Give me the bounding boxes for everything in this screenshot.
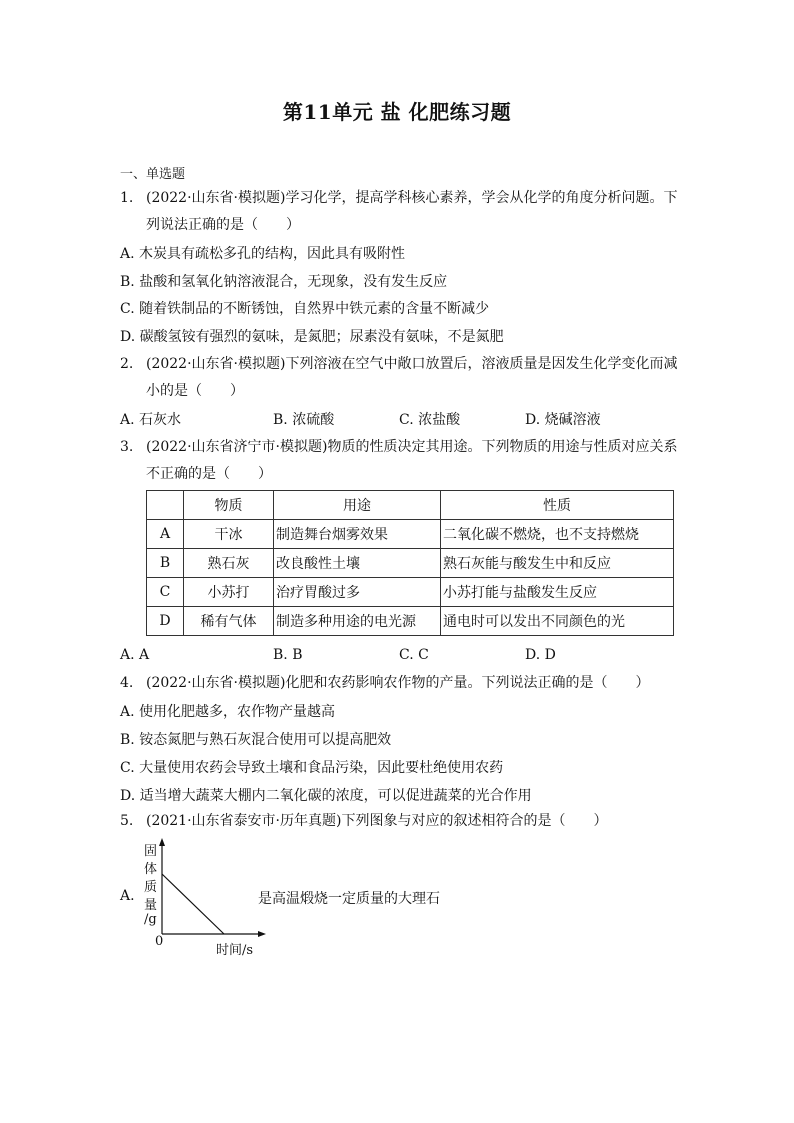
table-header-cell: 用途 [274, 491, 441, 520]
question-stem-line-1: (2022·山东省·模拟题)化肥和农药影响农作物的产量。下列说法正确的是（ ） [146, 675, 650, 691]
question-number: 3. [120, 439, 134, 455]
option-a: A. 石灰水 [120, 412, 182, 428]
table-cell: 通电时可以发出不同颜色的光 [441, 607, 674, 636]
option-c: C. 大量使用农药会导致土壤和食品污染，因此要杜绝使用农药 [120, 760, 504, 776]
question-number: 2. [120, 356, 134, 372]
table-cell: 改良酸性土壤 [274, 549, 441, 578]
option-b: B. B [273, 647, 303, 663]
table-cell: 干冰 [184, 520, 274, 549]
graph-origin-label: 0 [155, 934, 164, 949]
question-number: 1. [120, 190, 134, 206]
option-a: A. A [120, 647, 150, 663]
table-cell: B [147, 549, 184, 578]
property-table [146, 490, 674, 636]
table-cell: 制造多种用途的电光源 [274, 607, 441, 636]
section-heading: 一、单选题 [120, 167, 186, 182]
question-stem-line-1: (2021·山东省泰安市·历年真题)下列图象与对应的叙述相符合的是（ ） [146, 813, 608, 829]
table-cell: 二氧化碳不燃烧，也不支持燃烧 [441, 520, 674, 549]
question-stem-line-2: 小的是（ ） [146, 383, 244, 399]
table-row [147, 578, 674, 607]
graph-ylabel-char: 量 [144, 898, 158, 913]
graph-data-line [162, 874, 224, 934]
graph-x-arrow [258, 931, 266, 937]
graph-xlabel: 时间/s [216, 943, 254, 958]
question-stem-line-2: 列说法正确的是（ ） [146, 217, 300, 233]
graph-ylabel-char: /g [144, 912, 157, 927]
option-a: A. 使用化肥越多，农作物产量越高 [120, 704, 336, 720]
table-cell: 稀有气体 [184, 607, 274, 636]
question-stem-line-1: (2022·山东省·模拟题)下列溶液在空气中敞口放置后，溶液质量是因发生化学变化而减 [146, 356, 678, 372]
question-stem-line-1: (2022·山东省·模拟题)学习化学，提高学科核心素养，学会从化学的角度分析问题。下 [146, 190, 678, 206]
option-a: A. 木炭具有疏松多孔的结构，因此具有吸附性 [120, 246, 406, 262]
graph-y-arrow [159, 838, 165, 846]
option-d: D. 碳酸氢铵有强烈的氨味，是氮肥；尿素没有氨味，不是氮肥 [120, 329, 504, 345]
option-d: D. 烧碱溶液 [525, 412, 601, 428]
graph-ylabel-char: 质 [144, 880, 158, 895]
page-title: 第11单元 盐 化肥练习题 [282, 100, 512, 124]
option-b: B. 盐酸和氢氧化钠溶液混合，无现象，没有发生反应 [120, 274, 448, 290]
table-header-row [147, 491, 674, 520]
option-b: B. 浓硫酸 [273, 412, 335, 428]
table-row [147, 607, 674, 636]
table-cell: D [147, 607, 184, 636]
table-header-cell: 物质 [184, 491, 274, 520]
option-b: B. 铵态氮肥与熟石灰混合使用可以提高肥效 [120, 732, 392, 748]
option-d: D. 适当增大蔬菜大棚内二氧化碳的浓度，可以促进蔬菜的光合作用 [120, 788, 532, 804]
table-row [147, 549, 674, 578]
question-stem-line-2: 不正确的是（ ） [146, 466, 272, 482]
table-cell: C [147, 578, 184, 607]
table-cell: 小苏打 [184, 578, 274, 607]
table-cell: 治疗胃酸过多 [274, 578, 441, 607]
option-d: D. D [525, 647, 556, 663]
option-c: C. 浓盐酸 [399, 412, 461, 428]
question-number: 5. [120, 813, 134, 829]
table-cell: A [147, 520, 184, 549]
graph-ylabel-char: 固 [144, 844, 158, 859]
table-row [147, 520, 674, 549]
option-a-letter: A. [120, 888, 135, 904]
option-a-description: 是高温煅烧一定质量的大理石 [258, 891, 440, 907]
question-number: 4. [120, 675, 134, 691]
table-cell: 熟石灰能与酸发生中和反应 [441, 549, 674, 578]
table-cell: 制造舞台烟雾效果 [274, 520, 441, 549]
table-header-cell [147, 491, 184, 520]
graph-ylabel-char: 体 [144, 862, 158, 877]
question-stem-line-1: (2022·山东省济宁市·模拟题)物质的性质决定其用途。下列物质的用途与性质对应关系 [146, 439, 678, 455]
table-header-cell: 性质 [441, 491, 674, 520]
table-cell: 熟石灰 [184, 549, 274, 578]
table-cell: 小苏打能与盐酸发生反应 [441, 578, 674, 607]
mass-time-graph [128, 838, 268, 944]
option-c: C. C [399, 647, 429, 663]
option-c: C. 随着铁制品的不断锈蚀，自然界中铁元素的含量不断减少 [120, 301, 490, 317]
